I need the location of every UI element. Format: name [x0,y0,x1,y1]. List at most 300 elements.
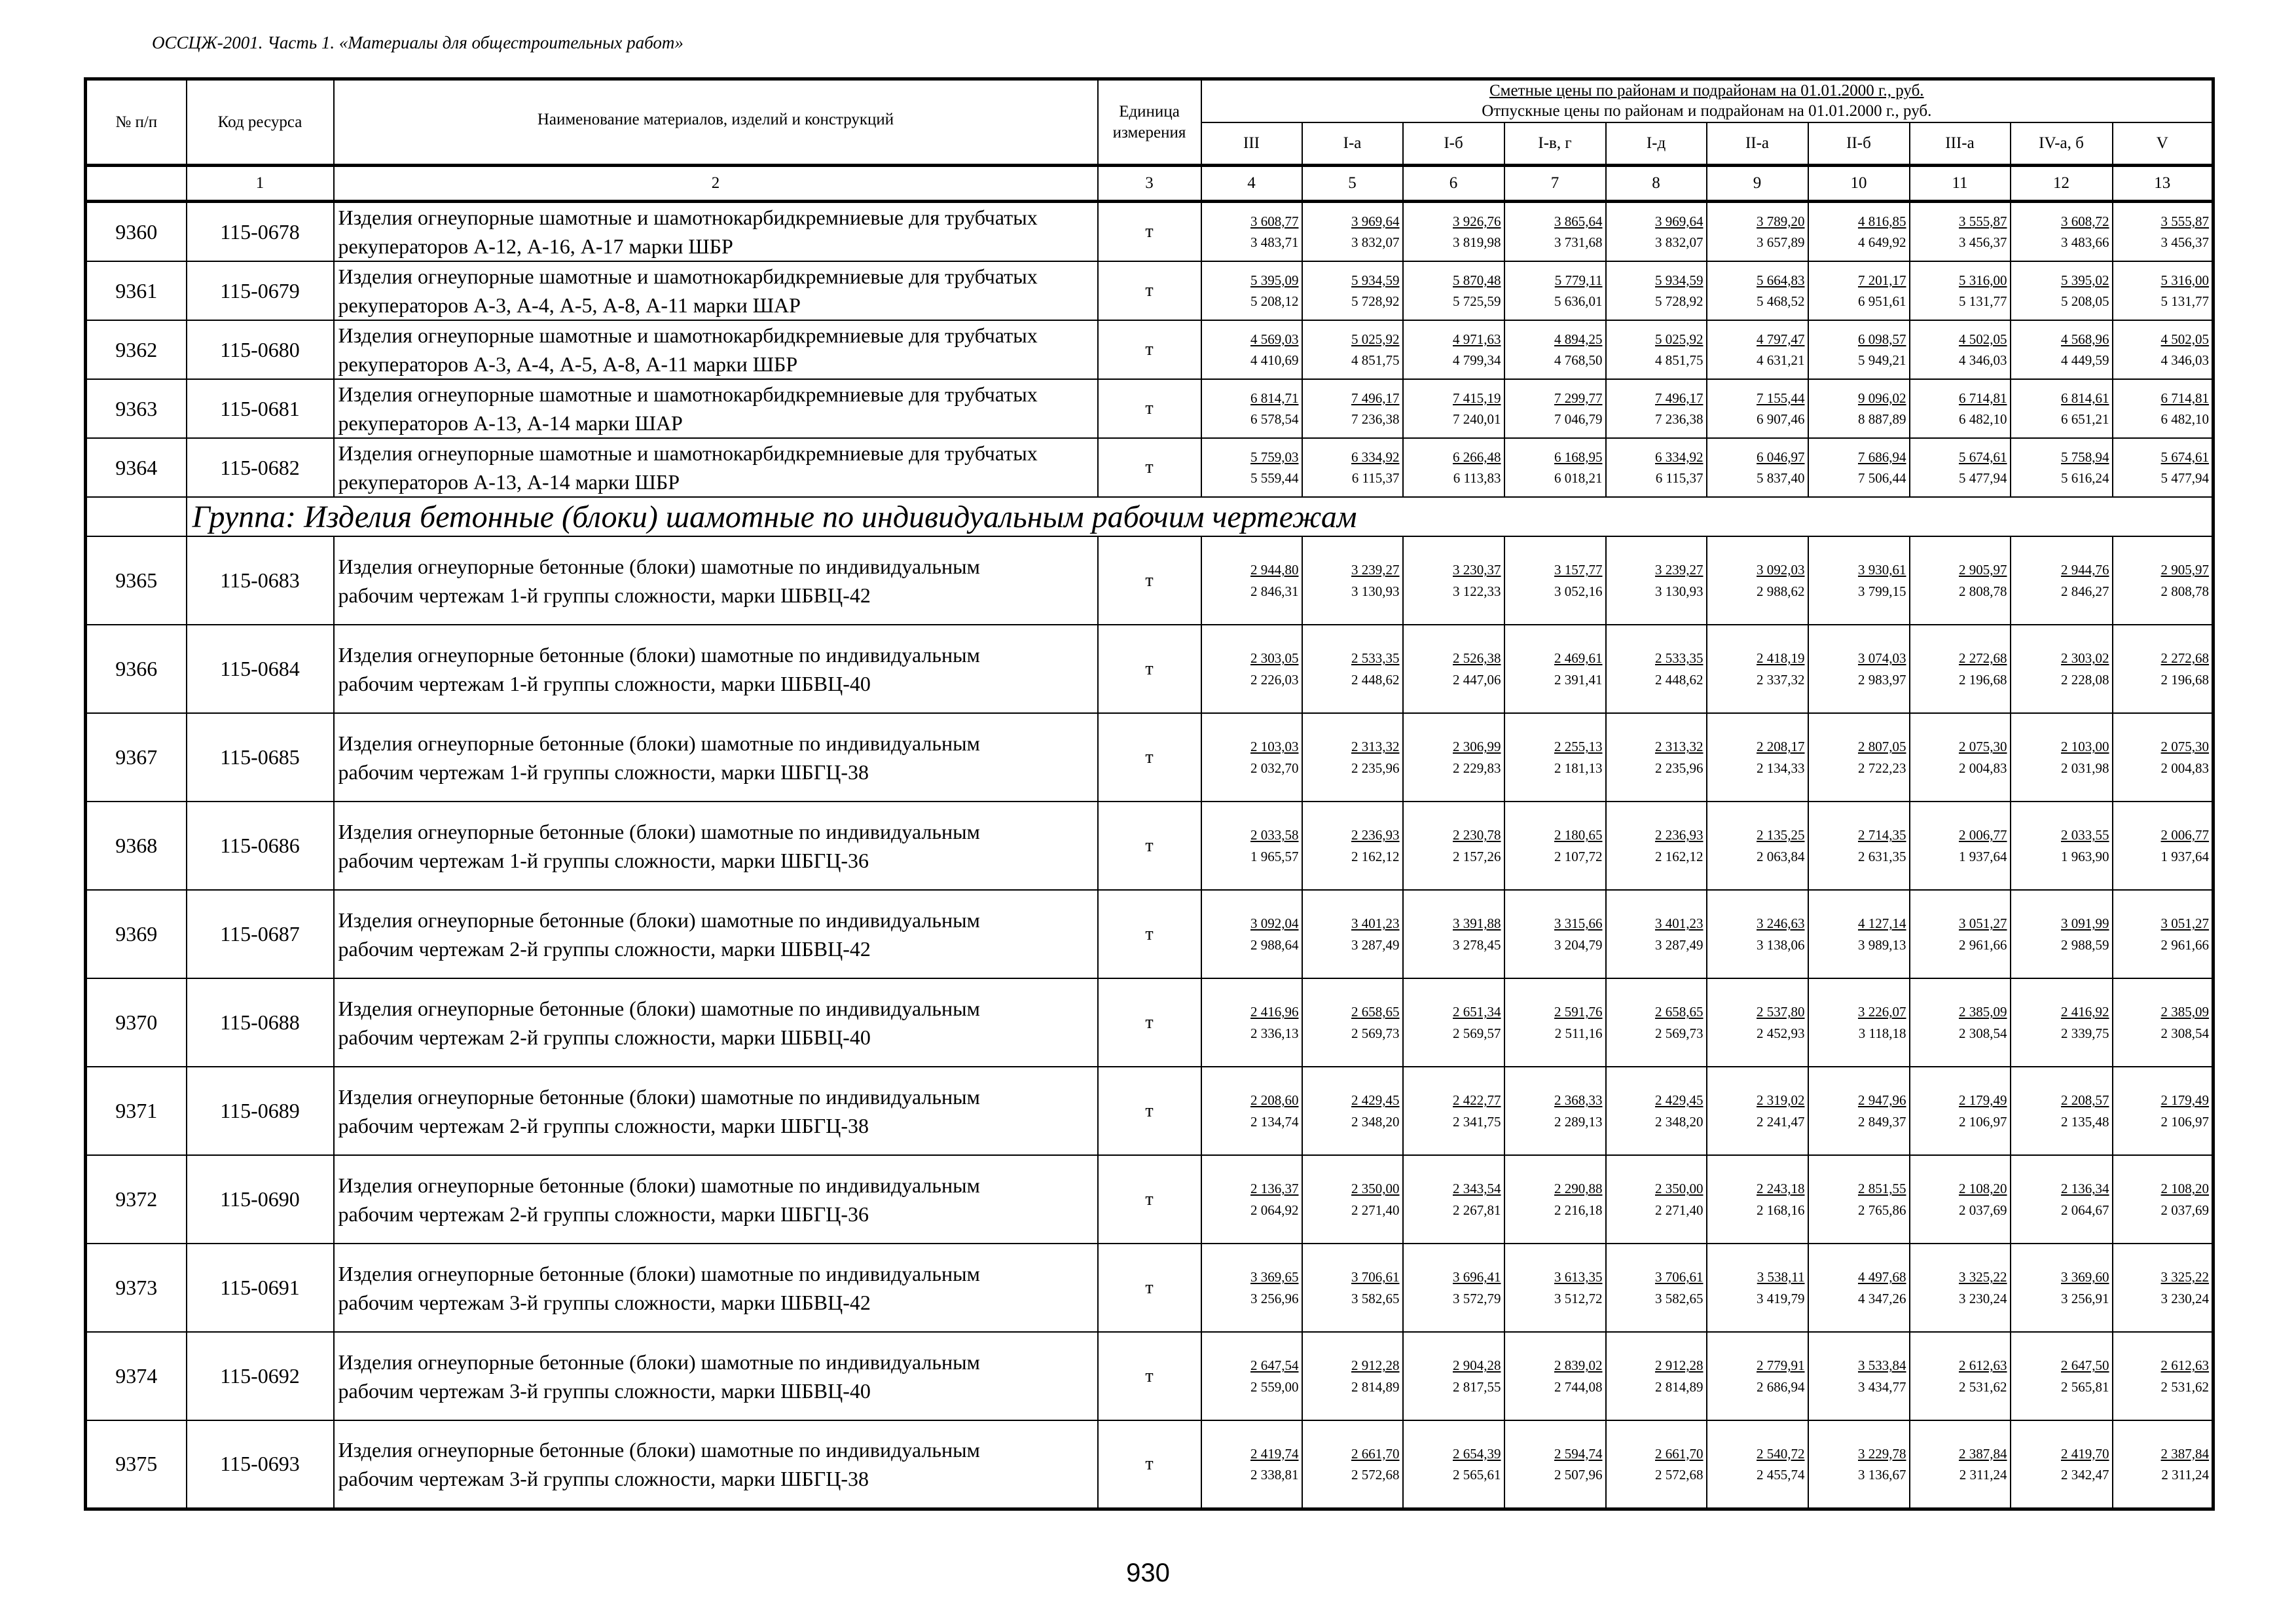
price-cell [1910,713,2011,802]
release-price: 2 134,74 [1250,1113,1299,1130]
release-price: 4 410,69 [1250,352,1299,368]
estimate-price: 4 127,14 [1858,915,1906,932]
release-price: 5 728,92 [1655,293,1704,309]
estimate-price: 3 613,35 [1554,1269,1603,1285]
material-name [334,1155,1098,1244]
release-price: 2 988,59 [2061,936,2109,953]
estimate-price: 2 429,45 [1655,1092,1704,1109]
release-price: 2 569,73 [1655,1025,1704,1041]
price-cell [1403,536,1504,625]
release-price: 7 046,79 [1554,411,1603,427]
release-price: 3 256,96 [1250,1290,1299,1306]
estimate-price: 2 533,35 [1655,650,1704,667]
estimate-price: 2 661,70 [1655,1445,1704,1462]
release-price: 2 337,32 [1757,671,1805,688]
unit: т [1098,438,1201,497]
release-price: 3 434,77 [1858,1378,1906,1395]
row-number: 9367 [86,713,187,802]
release-price: 2 271,40 [1351,1202,1400,1218]
price-cell [1201,625,1302,713]
row-number: 9375 [86,1420,187,1509]
price-cell [1606,320,1707,379]
price-cell [1707,438,1808,497]
price-cell [1201,202,1302,262]
estimate-price: 2 306,99 [1453,739,1501,755]
material-name-line-1: Изделия огнеупорные шамотные и шамотнокарбидкремниевые для трубчатых [338,265,1038,288]
price-cell [1302,1244,1403,1332]
estimate-price: 7 155,44 [1757,390,1805,406]
price-cell [1302,1332,1403,1420]
resource-code: 115-0682 [187,438,334,497]
prices-title-release: Отпускные цены по районам и подрайонам на 01.01.2000 г., руб. [1482,102,1932,120]
release-price: 2 106,97 [2160,1113,2210,1130]
resource-code: 115-0678 [187,202,334,262]
release-price: 6 578,54 [1250,411,1299,427]
material-name-line-1: Изделия огнеупорные бетонные (блоки) шамотные по индивидуальным [338,1261,980,1285]
release-price: 2 565,81 [2061,1378,2109,1395]
release-price: 2 455,74 [1757,1466,1805,1483]
material-name-line-1: Изделия огнеупорные бетонные (блоки) шамотные по индивидуальным [338,1173,980,1197]
table-row [86,978,2214,1067]
estimate-price: 2 912,28 [1351,1357,1400,1374]
price-cell [1606,1332,1707,1420]
release-price: 5 477,94 [1959,470,2007,486]
price-cell [2113,202,2214,262]
price-cell [1201,890,1302,978]
release-price: 5 468,52 [1757,293,1805,309]
release-price: 6 115,37 [1655,470,1704,486]
price-cell [2011,1067,2113,1155]
price-cell [1403,320,1504,379]
release-price: 3 118,18 [1858,1025,1906,1041]
release-price: 1 937,64 [1959,848,2007,864]
price-cell [1707,1332,1808,1420]
release-price: 6 907,46 [1757,411,1805,427]
release-price: 2 235,96 [1655,760,1704,776]
estimate-price: 2 108,20 [2160,1181,2210,1197]
release-price: 3 230,24 [2160,1290,2210,1306]
release-price: 2 569,73 [1351,1025,1400,1041]
region-header: I-а [1302,122,1403,166]
estimate-price: 2 179,49 [2160,1092,2210,1109]
price-cell [2113,1067,2214,1155]
estimate-price: 7 415,19 [1453,390,1501,406]
estimate-price: 5 758,94 [2061,449,2109,465]
estimate-price: 2 135,25 [1757,827,1805,843]
release-price: 2 511,16 [1554,1025,1603,1041]
estimate-price: 7 299,77 [1554,390,1603,406]
release-price: 2 391,41 [1554,671,1603,688]
estimate-price: 5 664,83 [1757,272,1805,288]
estimate-price: 4 569,03 [1250,331,1299,347]
release-price: 2 064,67 [2061,1202,2109,1218]
release-price: 2 531,62 [1959,1378,2007,1395]
release-price: 4 768,50 [1554,352,1603,368]
price-cell [2011,1244,2113,1332]
release-price: 3 230,24 [1959,1290,2007,1306]
col-code-header: Код ресурса [187,79,334,166]
estimate-price: 2 905,97 [2160,562,2210,578]
material-name-line-1: Изделия огнеупорные шамотные и шамотнокарбидкремниевые для трубчатых [338,206,1038,229]
release-price: 6 113,83 [1453,470,1501,486]
release-price: 5 949,21 [1858,352,1906,368]
price-cell [1504,320,1606,379]
release-price: 2 135,48 [2061,1113,2109,1130]
col-no-header: № п/п [86,79,187,166]
release-price: 6 018,21 [1554,470,1603,486]
group-row-blank [86,497,187,536]
prices-title-estimate: Сметные цены по районам и подрайонам на 01.01.2000 г., руб. [1489,82,1924,100]
price-cell [1504,1155,1606,1244]
material-name-line-2: рабочим чертежам 1-й группы сложности, марки ШБГЦ-36 [338,848,869,872]
page-number: 930 [1126,1559,1170,1587]
unit: т [1098,1155,1201,1244]
release-price: 7 236,38 [1351,411,1400,427]
estimate-price: 2 230,78 [1453,827,1501,843]
estimate-price: 2 387,84 [1959,1445,2007,1462]
price-cell [2011,625,2113,713]
estimate-price: 3 930,61 [1858,562,1906,578]
table-row [86,625,2214,713]
header-row-numbers [86,166,2214,202]
col-number: 13 [2113,166,2214,202]
estimate-price: 6 334,92 [1655,449,1704,465]
release-price: 2 271,40 [1655,1202,1704,1218]
price-cell [1606,625,1707,713]
material-name [334,625,1098,713]
release-price: 3 256,91 [2061,1290,2109,1306]
price-cell [2113,802,2214,890]
estimate-price: 2 208,57 [2061,1092,2109,1109]
release-price: 3 278,45 [1453,936,1501,953]
row-number: 9363 [86,379,187,438]
price-cell [1403,379,1504,438]
col-number: 11 [1910,166,2011,202]
price-cell [1707,1155,1808,1244]
release-price: 3 204,79 [1554,936,1603,953]
resource-code: 115-0690 [187,1155,334,1244]
estimate-price: 2 136,37 [1250,1181,1299,1197]
release-price: 3 130,93 [1655,583,1704,599]
price-cell [2113,536,2214,625]
material-name-line-2: рекуператоров А-13, А-14 марки ШАР [338,411,683,435]
price-cell [1707,625,1808,713]
estimate-price: 3 369,65 [1250,1269,1299,1285]
price-cell [1201,1332,1302,1420]
release-price: 2 226,03 [1250,671,1299,688]
price-cell [1201,261,1302,320]
estimate-price: 6 814,71 [1250,390,1299,406]
release-price: 2 031,98 [2061,760,2109,776]
release-price: 3 483,71 [1250,234,1299,250]
release-price: 6 951,61 [1858,293,1906,309]
material-name-line-1: Изделия огнеупорные бетонные (блоки) шамотные по индивидуальным [338,731,980,755]
price-cell [1808,625,1910,713]
estimate-price: 5 674,61 [1959,449,2007,465]
release-price: 5 477,94 [2160,470,2210,486]
resource-code: 115-0692 [187,1332,334,1420]
price-cell [1910,438,2011,497]
price-cell [2011,202,2113,262]
estimate-price: 2 313,32 [1351,739,1400,755]
release-price: 2 846,27 [2061,583,2109,599]
release-price: 6 482,10 [1959,411,2007,427]
resource-code: 115-0684 [187,625,334,713]
price-cell [2011,320,2113,379]
price-cell [2011,978,2113,1067]
estimate-price: 2 944,80 [1250,562,1299,578]
release-price: 4 851,75 [1351,352,1400,368]
release-price: 4 346,03 [2160,352,2210,368]
price-cell [2113,261,2214,320]
estimate-price: 3 926,76 [1453,213,1501,229]
material-name-line-2: рабочим чертежам 3-й группы сложности, марки ШБГЦ-38 [338,1466,869,1490]
estimate-price: 3 051,27 [1959,915,2007,932]
price-cell [1201,978,1302,1067]
price-cell [1910,202,2011,262]
price-cell [1707,261,1808,320]
price-cell [1808,802,1910,890]
price-cell [2011,1332,2113,1420]
resource-code: 115-0689 [187,1067,334,1155]
release-price: 2 106,97 [1959,1113,2007,1130]
material-name [334,1332,1098,1420]
release-price: 2 814,89 [1655,1378,1704,1395]
estimate-price: 3 401,23 [1351,915,1400,932]
estimate-price: 3 555,87 [1959,213,2007,229]
table-row [86,438,2214,497]
row-number: 9371 [86,1067,187,1155]
release-price: 3 512,72 [1554,1290,1603,1306]
estimate-price: 2 651,34 [1453,1004,1501,1020]
release-price: 2 559,00 [1250,1378,1299,1395]
estimate-price: 4 816,85 [1858,213,1906,229]
price-cell [1504,202,1606,262]
price-cell [1302,261,1403,320]
estimate-price: 2 612,63 [2160,1357,2210,1374]
estimate-price: 3 315,66 [1554,915,1603,932]
price-cell [1201,320,1302,379]
estimate-price: 2 839,02 [1554,1357,1603,1374]
estimate-price: 2 385,09 [1959,1004,2007,1020]
release-price: 2 181,13 [1554,760,1603,776]
release-price: 2 339,75 [2061,1025,2109,1041]
release-price: 2 686,94 [1757,1378,1805,1395]
estimate-price: 2 006,77 [1959,827,2007,843]
price-cell [2011,261,2113,320]
estimate-price: 2 537,80 [1757,1004,1805,1020]
price-cell [1910,802,2011,890]
price-cell [1504,261,1606,320]
unit: т [1098,536,1201,625]
material-name-line-2: рабочим чертежам 1-й группы сложности, марки ШБВЦ-40 [338,671,871,695]
release-price: 2 308,54 [2160,1025,2210,1041]
unit: т [1098,713,1201,802]
unit: т [1098,379,1201,438]
release-price: 2 037,69 [2160,1202,2210,1218]
region-header: II-б [1808,122,1910,166]
release-price: 5 728,92 [1351,293,1400,309]
release-price: 2 744,08 [1554,1378,1603,1395]
estimate-price: 3 369,60 [2061,1269,2109,1285]
release-price: 2 531,62 [2160,1378,2210,1395]
estimate-price: 3 092,03 [1757,562,1805,578]
estimate-price: 3 865,64 [1554,213,1603,229]
price-cell [2113,379,2214,438]
price-cell [1707,1420,1808,1509]
price-cell [1302,536,1403,625]
material-name [334,978,1098,1067]
release-price: 2 808,78 [2160,583,2210,599]
price-cell [1606,379,1707,438]
release-price: 1 937,64 [2160,848,2210,864]
price-cell [2011,802,2113,890]
price-cell [1606,978,1707,1067]
release-price: 2 162,12 [1351,848,1400,864]
resource-code: 115-0683 [187,536,334,625]
material-name-line-2: рабочим чертежам 3-й группы сложности, марки ШБВЦ-42 [338,1290,871,1314]
material-name [334,1420,1098,1509]
estimate-price: 2 851,55 [1858,1181,1906,1197]
price-cell [1302,379,1403,438]
region-header: I-д [1606,122,1707,166]
material-name [334,802,1098,890]
estimate-price: 6 046,97 [1757,449,1805,465]
price-cell [2011,379,2113,438]
estimate-price: 2 303,02 [2061,650,2109,667]
estimate-price: 3 246,63 [1757,915,1805,932]
release-price: 7 506,44 [1858,470,1906,486]
material-name [334,438,1098,497]
release-price: 3 989,13 [1858,936,1906,953]
material-name-line-1: Изделия огнеупорные бетонные (блоки) шамотные по индивидуальным [338,1084,980,1109]
price-cell [1201,1067,1302,1155]
estimate-price: 2 075,30 [1959,739,2007,755]
estimate-price: 3 091,99 [2061,915,2109,932]
estimate-price: 3 325,22 [2160,1269,2210,1285]
estimate-price: 3 092,04 [1250,915,1299,932]
price-cell [1302,713,1403,802]
material-name-line-1: Изделия огнеупорные бетонные (блоки) шамотные по индивидуальным [338,908,980,932]
estimate-price: 2 526,38 [1453,650,1501,667]
release-price: 3 138,06 [1757,936,1805,953]
release-price: 2 004,83 [2160,760,2210,776]
col-number: 6 [1403,166,1504,202]
price-cell [1707,1067,1808,1155]
table-row [86,1067,2214,1155]
estimate-price: 2 103,00 [2061,739,2109,755]
estimate-price: 6 266,48 [1453,449,1501,465]
material-name-line-2: рабочим чертежам 2-й группы сложности, марки ШБГЦ-38 [338,1113,869,1137]
price-cell [1403,713,1504,802]
release-price: 3 572,79 [1453,1290,1501,1306]
price-cell [1808,1067,1910,1155]
release-price: 2 765,86 [1858,1202,1906,1218]
price-cell [2113,625,2214,713]
price-cell [2011,536,2113,625]
table-row [86,379,2214,438]
estimate-price: 7 686,94 [1858,449,1906,465]
price-cell [1606,202,1707,262]
row-number: 9372 [86,1155,187,1244]
row-number: 9368 [86,802,187,890]
price-cell [1910,890,2011,978]
row-number: 9369 [86,890,187,978]
price-cell [1403,802,1504,890]
price-cell [1302,438,1403,497]
release-price: 3 731,68 [1554,234,1603,250]
estimate-price: 4 797,47 [1757,331,1805,347]
col-prices-header [1201,79,2214,122]
release-price: 3 819,98 [1453,234,1501,250]
release-price: 6 482,10 [2160,411,2210,427]
estimate-price: 5 316,00 [1959,272,2007,288]
release-price: 2 336,13 [1250,1025,1299,1041]
material-name [334,320,1098,379]
price-cell [1504,890,1606,978]
table-row [86,1420,2214,1509]
material-name [334,1244,1098,1332]
estimate-price: 3 230,37 [1453,562,1501,578]
release-price: 2 311,24 [1959,1466,2007,1483]
release-price: 2 342,47 [2061,1466,2109,1483]
price-cell [1201,713,1302,802]
price-cell [1403,438,1504,497]
price-cell [1504,625,1606,713]
price-cell [2011,890,2113,978]
estimate-price: 2 236,93 [1351,827,1400,843]
material-name-line-1: Изделия огнеупорные бетонные (блоки) шамотные по индивидуальным [338,996,980,1020]
release-price: 2 063,84 [1757,848,1805,864]
estimate-price: 3 706,61 [1655,1269,1704,1285]
price-cell [1808,438,1910,497]
release-price: 5 616,24 [2061,470,2109,486]
release-price: 3 483,66 [2061,234,2109,250]
release-price: 2 961,66 [1959,936,2007,953]
release-price: 2 569,57 [1453,1025,1501,1041]
release-price: 2 216,18 [1554,1202,1603,1218]
price-cell [1201,1244,1302,1332]
release-price: 2 348,20 [1351,1113,1400,1130]
row-number: 9373 [86,1244,187,1332]
release-price: 4 851,75 [1655,352,1704,368]
price-cell [1910,1420,2011,1509]
estimate-price: 2 647,54 [1250,1357,1299,1374]
table-row [86,202,2214,262]
estimate-price: 5 025,92 [1655,331,1704,347]
release-price: 2 448,62 [1351,671,1400,688]
release-price: 2 572,68 [1351,1466,1400,1483]
release-price: 2 228,08 [2061,671,2109,688]
resource-code: 115-0686 [187,802,334,890]
estimate-price: 2 179,49 [1959,1092,2007,1109]
estimate-price: 2 033,58 [1250,827,1299,843]
release-price: 3 832,07 [1351,234,1400,250]
estimate-price: 3 239,27 [1655,562,1704,578]
release-price: 2 032,70 [1250,760,1299,776]
estimate-price: 2 905,97 [1959,562,2007,578]
material-name-line-1: Изделия огнеупорные бетонные (блоки) шамотные по индивидуальным [338,819,980,843]
material-name-line-2: рабочим чертежам 1-й группы сложности, марки ШБГЦ-38 [338,760,869,784]
price-cell [1302,1155,1403,1244]
price-cell [2011,1420,2113,1509]
estimate-price: 2 006,77 [2160,827,2210,843]
estimate-price: 2 947,96 [1858,1092,1906,1109]
release-price: 2 064,92 [1250,1202,1299,1218]
col-number: 10 [1808,166,1910,202]
estimate-price: 5 934,59 [1351,272,1400,288]
price-cell [1707,978,1808,1067]
